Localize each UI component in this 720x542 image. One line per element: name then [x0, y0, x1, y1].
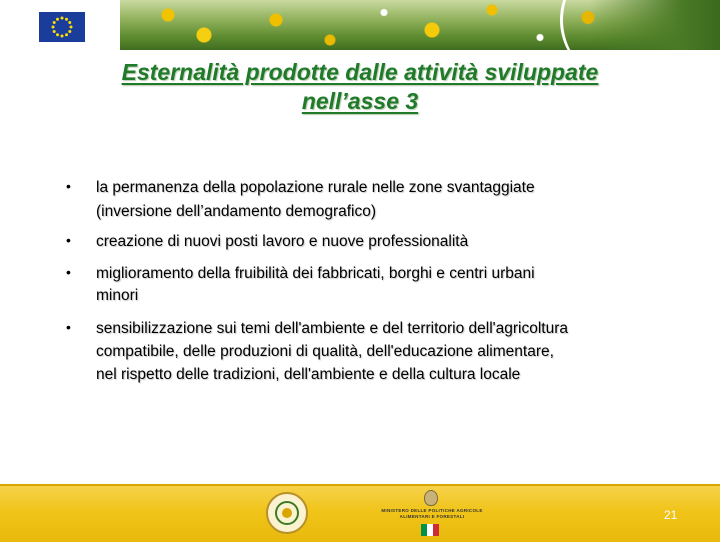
bullet-text-line: minori: [96, 287, 139, 304]
bullet-marker: •: [66, 319, 71, 335]
ministry-name-line2: ALIMENTARI E FORESTALI: [399, 514, 465, 519]
rural-development-seal-icon: [266, 492, 308, 534]
ministry-name-line1: MINISTERO DELLE POLITICHE AGRICOLE: [381, 508, 483, 513]
banner-arc: [560, 0, 720, 50]
italian-emblem-icon: [424, 490, 438, 506]
bullet-text-line: creazione di nuovi posti lavoro e nuove professionalità: [96, 233, 469, 250]
bullet-text-line: la permanenza della popolazione rurale nelle zone svantaggiate: [96, 179, 535, 196]
eu-flag-icon: [39, 12, 85, 42]
bullet-text-line: sensibilizzazione sui temi dell'ambiente e del territorio dell'agricoltura: [96, 320, 569, 337]
bullet-marker: •: [66, 264, 71, 280]
header-banner: [0, 0, 720, 50]
slide-title-line2: nell’asse 3: [301, 88, 419, 114]
bullet-marker: •: [66, 232, 71, 248]
page-number: 21: [664, 508, 678, 522]
slide-title: [30, 58, 690, 116]
seal-sun: [282, 508, 292, 518]
bullet-text-line: compatibile, delle produzioni di qualità, dell'educazione alimentare,: [96, 343, 554, 360]
bullet-marker: •: [66, 178, 71, 194]
bullet-text-line: (inversione dell’andamento demografico): [96, 203, 377, 220]
slide-title-line1: Esternalità prodotte dalle attività sviluppate: [121, 59, 599, 85]
bullet-text-line: miglioramento della fruibilità dei fabbricati, borghi e centri urbani: [96, 265, 535, 282]
bullet-text-line: nel rispetto delle tradizioni, dell'ambiente e della cultura locale: [96, 366, 521, 383]
italian-flag-icon: [421, 524, 439, 536]
footer-bar: [0, 484, 720, 542]
